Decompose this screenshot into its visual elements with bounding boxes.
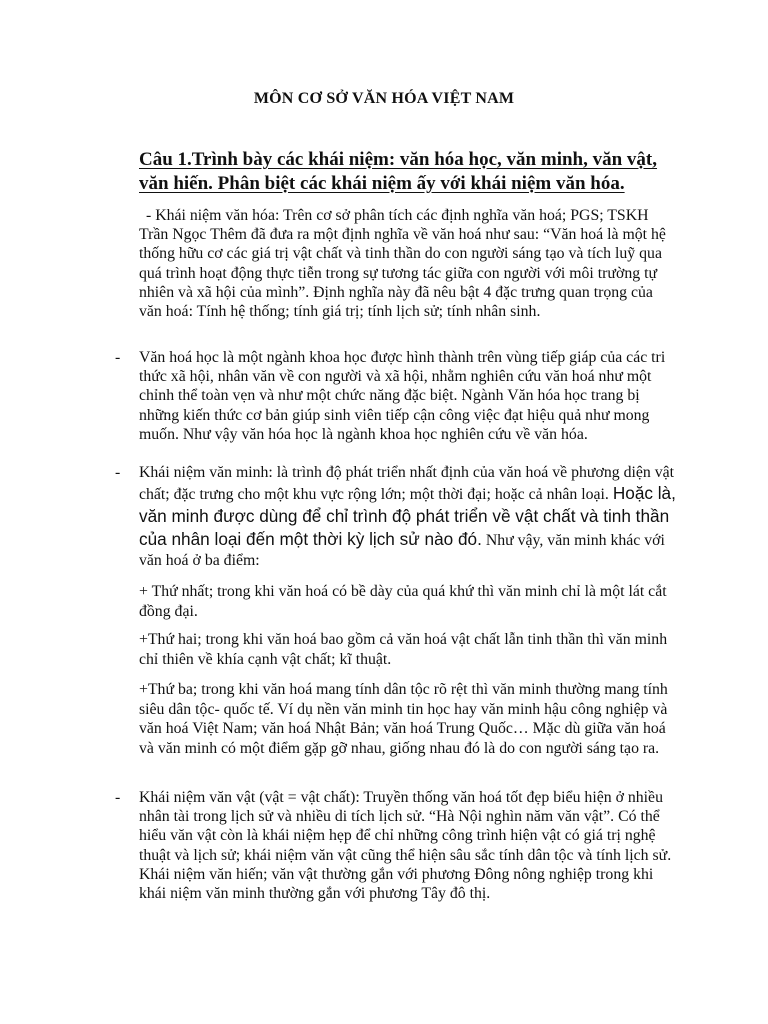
civilization-comparison-intro: Như vậy, văn minh khác với văn hoá ở ba điểm:	[139, 532, 665, 570]
comparison-point-2: +Thứ hai; trong khi văn hoá bao gồm cả văn hoá vật chất lẫn tinh thần thì văn minh chỉ thiên về khía cạnh vật chất; kĩ thuật.	[139, 631, 668, 668]
bullet-dash: -	[115, 349, 121, 366]
intro-paragraph	[139, 206, 672, 321]
document-title: MÔN CƠ SỞ VĂN HÓA VIỆT NAM	[253, 90, 515, 107]
comparison-point-1: + Thứ nhất; trong khi văn hoá có bề dày của quá khứ thì văn minh chỉ là một lát cắt đồng đại.	[139, 583, 667, 620]
civilization-alt-definition: Hoặc là, văn minh được dùng để chỉ trình độ phát triển về vật chất và tinh thần của nhân loại đến một thời kỳ lịch sử nào đó.	[139, 483, 676, 550]
bullet-text: Văn hoá học là một ngành khoa học được hình thành trên vùng tiếp giáp của các tri thức xã hội, nhân văn về con người và xã hội, nhằm nghiên cứu văn hoá như một chỉnh thể toàn vẹn và như một chức năng đặc biệt. Ngành Văn hóa học trang bị những kiến thức cơ bản giúp sinh viên tiếp cận công việc đạt hiệu quả như mong muốn. Như vậy văn hóa học là ngành khoa học nghiên cứu về văn hóa.	[139, 349, 666, 443]
bullet-dash: -	[115, 464, 121, 481]
question-heading: Câu 1.Trình bày các khái niệm: văn hóa học, văn minh, văn vật, văn hiến. Phân biệt các khái niệm ấy với khái niệm văn hóa.	[139, 149, 658, 194]
civilization-definition: Khái niệm văn minh: là trình độ phát triển nhất định của văn hoá về phương diện vật chất; đặc trưng cho một khu vực rộng lớn; một thời đại; hoặc cả nhân loại.	[139, 464, 675, 504]
bullet-dash: -	[115, 789, 121, 806]
comparison-point-3: +Thứ ba; trong khi văn hoá mang tính dân tộc rõ rệt thì văn minh thường mang tính siêu dân tộc- quốc tế. Ví dụ nền văn minh tin học hay văn minh hậu công nghiệp và văn hoá Việt Nam; văn hoá Nhật Bản; văn hoá Trung Quốc… Mặc dù giữa văn hoá và văn minh có một điểm gặp gỡ nhau, giống nhau đó là do con người sáng tạo ra.	[139, 681, 668, 757]
bullet-text	[139, 463, 679, 570]
bullet-text: Khái niệm văn vật (vật = vật chất): Truyền thống văn hoá tốt đẹp biểu hiện ở nhiều nhân tài trong lịch sử và nhiều di tích lịch sử. “Hà Nội nghìn năm văn vật”. Có thể hiểu văn vật còn là khái niệm hẹp để chỉ những công trình hiện vật có giá trị nghệ thuật và lịch sử; khái niệm văn vật cũng thể hiện sâu sắc tính dân tộc và tính lịch sử. Khái niệm văn hiến; văn vật thường gắn với phương Đông nông nghiệp trong khi khái niệm văn minh thường gắn với phương Tây đô thị.	[139, 789, 672, 903]
intro-text: - Khái niệm văn hóa: Trên cơ sở phân tích các định nghĩa văn hoá; PGS; TSKH Trần Ngọc Thêm đã đưa ra một định nghĩa về văn hoá như sau: “Văn hoá là một hệ thống hữu cơ các giá trị vật chất và tinh thần do con người sáng tạo và tích luỹ qua quá trình hoạt động thực tiễn trong sự tương tác giữa con người với môi trường tự nhiên và xã hội của mình”. Định nghĩa này đã nêu bật 4 đặc trưng quan trọng của văn hoá: Tính hệ thống; tính giá trị; tính lịch sử; tính nhân sinh.	[139, 207, 666, 321]
